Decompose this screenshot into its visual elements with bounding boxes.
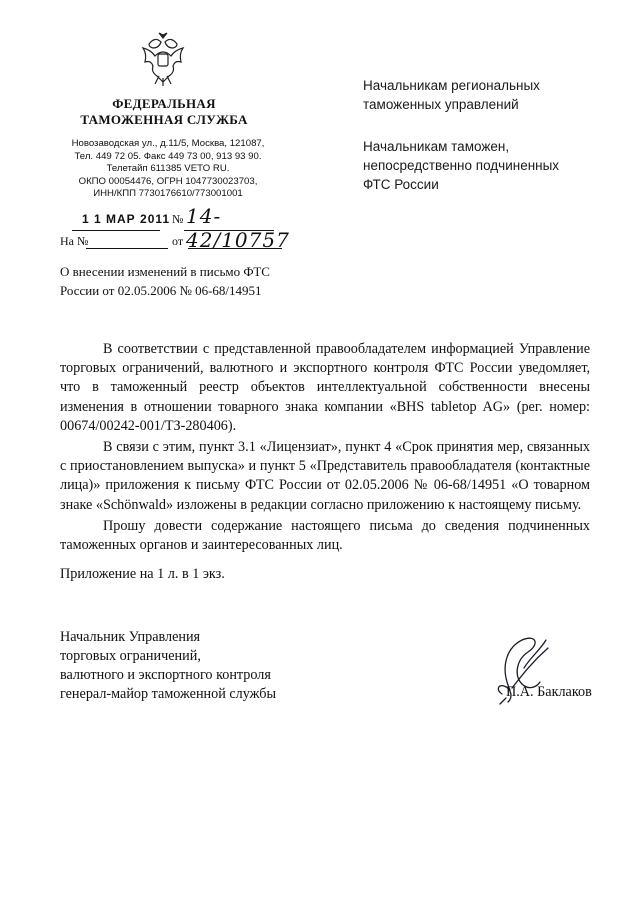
subject-line: России от 02.05.2006 № 06-68/14951 — [60, 283, 262, 298]
addressee-regional — [363, 76, 603, 114]
signatory-line: торговых ограничений, — [60, 648, 201, 664]
addressee-line: таможенных управлений — [363, 97, 519, 112]
address-line: ОКПО 00054476, ОГРН 1047730023703, — [78, 175, 258, 187]
body-paragraph-2: В связи с этим, пункт 3.1 «Лицензиат», пункт 4 «Срок принятия мер, связанных с приостановлением выпуска» и пункт 5 «Представитель правообладателя (контактные лица)» приложения к письму ФТС России от 02.05.2006 № 06-68/14951 «О товарном знаке «Schönwald» изложены в редакции согласно приложению к настоящему письму. — [60, 439, 590, 513]
addressee-line: Начальникам таможен, — [363, 139, 510, 154]
addressee-customs — [363, 137, 603, 194]
signatory-line: генерал-майор таможенной службы — [60, 686, 277, 702]
agency-name — [78, 96, 250, 128]
body-paragraph-3: Прошу довести содержание настоящего письма до сведения подчиненных таможенных органов и заинтересованных лиц. — [60, 517, 590, 554]
address-line: ИНН/КПП 7730176610/773001001 — [93, 188, 243, 199]
signer-name: П.А. Баклаков — [506, 684, 592, 700]
address-line: Новозаводская ул., д.11/5, Москва, 121087, — [71, 138, 265, 149]
letter-body — [60, 340, 590, 555]
agency-line-1: ФЕДЕРАЛЬНАЯ — [112, 96, 216, 111]
signatory-title — [60, 628, 340, 704]
reference-number-label: На № — [60, 234, 89, 248]
letter-subject — [60, 262, 300, 300]
attachment-note: Приложение на 1 л. в 1 экз. — [60, 566, 225, 582]
reference-line — [60, 234, 290, 252]
address-line: Тел. 449 72 05. Факс 449 73 00, 913 93 90. — [74, 150, 262, 162]
agency-address — [60, 138, 276, 201]
agency-line-2: ТАМОЖЕННАЯ СЛУЖБА — [80, 112, 248, 127]
eagle-emblem-icon — [139, 30, 187, 88]
addressee-line: непосредственно подчиненных — [363, 158, 560, 173]
address-line: Телетайп 611385 VETO RU. — [106, 163, 230, 174]
number-underline — [184, 230, 274, 231]
subject-line: О внесении изменений в письмо ФТС — [60, 264, 270, 279]
signatory-line: Начальник Управления — [60, 629, 201, 645]
number-sign: № — [172, 212, 184, 226]
date-underline — [72, 230, 160, 231]
reference-date-blank — [188, 248, 282, 249]
reference-number-blank — [86, 248, 168, 249]
body-paragraph-1: В соответствии с представленной правообладателем информацией Управление торговых ограничений, валютного и экспортного контроля ФТС России уведомляет, что в таможенный реестр объектов интеллектуальной собственности внесены изменения в отношении товарного знака компании «BHS tabletop AG» (рег. номер: 00674/00242-001/ТЗ-280406). — [60, 341, 590, 434]
outgoing-number: 14-42/10757 — [186, 204, 290, 252]
date-stamp: 1 1 МАР 2011 — [82, 212, 171, 226]
addressee-line: Начальникам региональных — [363, 78, 540, 93]
signatory-line: валютного и экспортного контроля — [60, 667, 271, 683]
reference-date-label: от — [172, 234, 184, 248]
addressee-line: ФТС России — [363, 177, 439, 192]
